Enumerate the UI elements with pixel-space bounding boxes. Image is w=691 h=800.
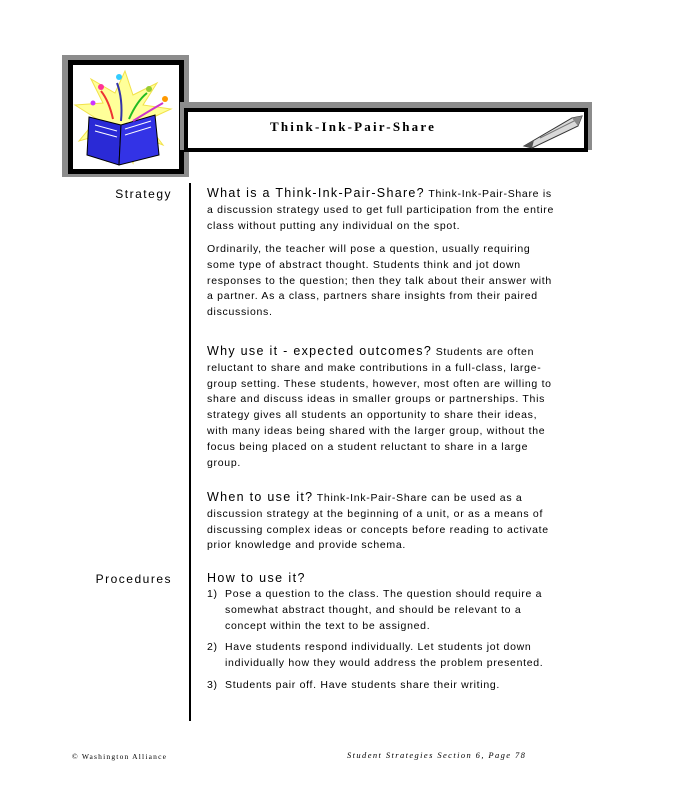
what-answer: Think-Ink-Pair-Share is a discussion strategy used to get full participation from the entire class without putting any individual on the spot.: [207, 188, 555, 232]
section-label-strategy: Strategy: [115, 187, 172, 201]
book-illustration-frame: [68, 60, 184, 174]
pen-icon: [520, 110, 588, 150]
section-label-procedures: Procedures: [95, 572, 172, 586]
page-title: Think-Ink-Pair-Share: [270, 119, 437, 134]
step-text: Pose a question to the class. The question should require a somewhat abstract thought, and should be relevant to a concept within the text to be assigned.: [225, 588, 543, 632]
step-text: Have students respond individually. Let students jot down individually how they would address the problem presented.: [225, 641, 544, 670]
procedures-section: [207, 571, 557, 700]
procedure-step: [207, 587, 557, 634]
when-question: When to use it?: [207, 490, 314, 504]
strategy-ordinarily-section: [207, 242, 557, 321]
step-number: 1): [207, 588, 218, 600]
column-divider: [189, 183, 191, 721]
why-answer: Students are often reluctant to share and make contributions in a full-class, large-group setting. These students, however, most often are willing to share and discuss ideas in smaller groups or partnerships. This strategy gives all students an opportunity to share their ideas, with many ideas being shared with the larger group, without the focus being placed on a student reluctant to share in a large group.: [207, 346, 552, 469]
step-text: Students pair off. Have students share their writing.: [225, 678, 501, 691]
procedures-heading: How to use it?: [207, 571, 306, 585]
strategy-what-section: [207, 186, 557, 234]
ordinarily-paragraph: Ordinarily, the teacher will pose a question, usually requiring some type of abstract thought. Students think and jot down responses to the question; then they talk about their answer with a partner. As a class, partners share insights from their paired discussions.: [207, 243, 552, 319]
why-question: Why use it - expected outcomes?: [207, 344, 433, 358]
step-number: 2): [207, 641, 218, 654]
procedure-steps: [207, 587, 557, 694]
footer-copyright: © Washington Alliance: [72, 752, 168, 761]
procedure-step: [207, 678, 557, 694]
when-answer: Think-Ink-Pair-Share can be used as a discussion strategy at the beginning of a unit, or as a means of discussing complex ideas or concepts before reading to activate prior knowledge and provide schema.: [207, 492, 549, 552]
step-number: 3): [207, 678, 218, 691]
footer-page-info: Student Strategies Section 6, Page 78: [347, 750, 527, 760]
what-question: What is a Think-Ink-Pair-Share?: [207, 186, 425, 200]
procedure-step: [207, 640, 557, 672]
open-book-icon: [73, 65, 179, 169]
strategy-why-section: [207, 344, 557, 471]
strategy-when-section: [207, 490, 557, 554]
